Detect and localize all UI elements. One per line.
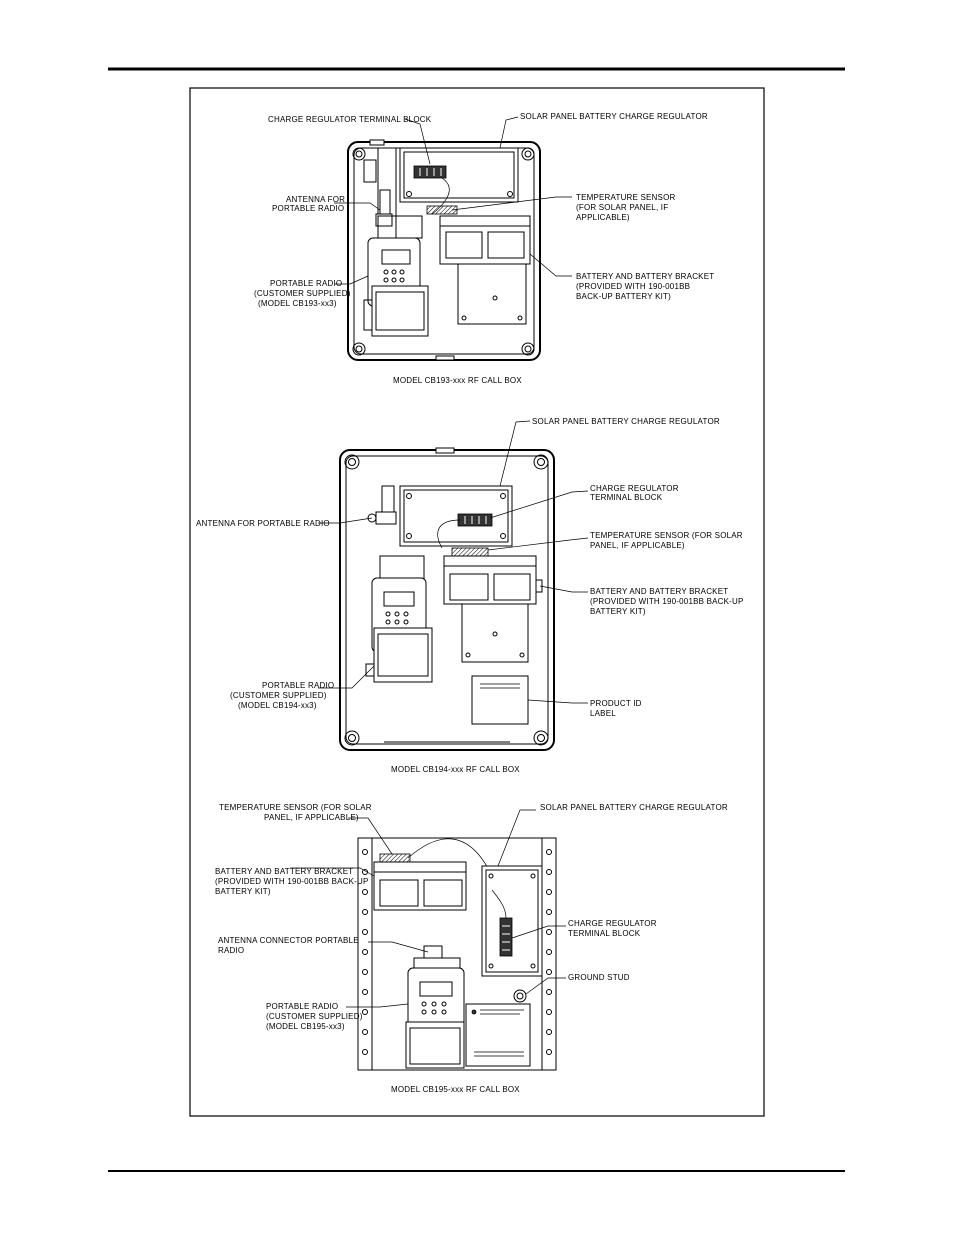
- figure-cb193: [254, 112, 714, 385]
- cb194-label-product-1: PRODUCT ID: [590, 699, 642, 708]
- cb195-label-battery-3: BATTERY KIT): [215, 887, 271, 896]
- cb195-label-ground: GROUND STUD: [568, 973, 630, 982]
- cb193-caption: MODEL CB193-xxx RF CALL BOX: [393, 376, 522, 385]
- cb195-label-radio-2: (CUSTOMER SUPPLIED): [266, 1012, 363, 1021]
- cb195-label-terminal-2: TERMINAL BLOCK: [568, 929, 641, 938]
- cb194-label-battery-1: BATTERY AND BATTERY BRACKET: [590, 587, 729, 596]
- cb194-label-battery-2: (PROVIDED WITH 190-001BB BACK-UP: [590, 597, 744, 606]
- cb194-label-battery-3: BATTERY KIT): [590, 607, 646, 616]
- cb194-label-regulator: SOLAR PANEL BATTERY CHARGE REGULATOR: [532, 417, 720, 426]
- cb194-label-temp-2: PANEL, IF APPLICABLE): [590, 541, 685, 550]
- cb193-label-battery-3: BACK-UP BATTERY KIT): [576, 292, 671, 301]
- cb195-label-battery-1: BATTERY AND BATTERY BRACKET: [215, 867, 354, 876]
- cb193-label-temp-1: TEMPERATURE SENSOR: [576, 193, 676, 202]
- cb193-label-radio-2: (CUSTOMER SUPPLIED): [254, 289, 351, 298]
- cb195-label-radio-1: PORTABLE RADIO: [266, 1002, 339, 1011]
- cb195-label-terminal-1: CHARGE REGULATOR: [568, 919, 657, 928]
- cb195-label-radio-3: (MODEL CB195-xx3): [266, 1022, 345, 1031]
- cb193-label-radio-1: PORTABLE RADIO: [270, 279, 343, 288]
- cb193-label-antenna-2: PORTABLE RADIO: [272, 204, 345, 213]
- cb194-label-terminal-2: TERMINAL BLOCK: [590, 493, 663, 502]
- cb193-label-regulator: SOLAR PANEL BATTERY CHARGE REGULATOR: [520, 112, 708, 121]
- cb195-caption: MODEL CB195-xxx RF CALL BOX: [391, 1085, 520, 1094]
- cb193-label-radio-3: (MODEL CB193-xx3): [258, 299, 337, 308]
- cb195-label-antenna-1: ANTENNA CONNECTOR PORTABLE: [218, 936, 359, 945]
- figure-cb195: [215, 803, 728, 1094]
- cb195-label-regulator: SOLAR PANEL BATTERY CHARGE REGULATOR: [540, 803, 728, 812]
- cb193-label-temp-3: APPLICABLE): [576, 213, 630, 222]
- cb193-label-antenna-1: ANTENNA FOR: [286, 195, 346, 204]
- cb194-label-product-2: LABEL: [590, 709, 616, 718]
- cb194-caption: MODEL CB194-xxx RF CALL BOX: [391, 765, 520, 774]
- cb193-label-temp-2: (FOR SOLAR PANEL, IF: [576, 203, 669, 212]
- cb193-label-battery-2: (PROVIDED WITH 190-001BB: [576, 282, 691, 291]
- cb194-label-terminal-1: CHARGE REGULATOR: [590, 484, 679, 493]
- cb194-label-radio-1: PORTABLE RADIO: [262, 681, 335, 690]
- cb195-label-antenna-2: RADIO: [218, 946, 245, 955]
- cb195-label-battery-2: (PROVIDED WITH 190-001BB BACK-UP: [215, 877, 369, 886]
- cb194-label-antenna: ANTENNA FOR PORTABLE RADIO: [196, 519, 330, 528]
- cb195-label-temp-1: TEMPERATURE SENSOR (FOR SOLAR: [219, 803, 372, 812]
- cb194-label-temp-1: TEMPERATURE SENSOR (FOR SOLAR: [590, 531, 743, 540]
- cb194-label-radio-3: (MODEL CB194-xx3): [238, 701, 317, 710]
- cb193-label-terminal-block: CHARGE REGULATOR TERMINAL BLOCK: [268, 115, 432, 124]
- cb194-label-radio-2: (CUSTOMER SUPPLIED): [230, 691, 327, 700]
- cb195-label-temp-2: PANEL, IF APPLICABLE): [264, 813, 359, 822]
- figure-cb194: [196, 417, 744, 774]
- cb193-label-battery-1: BATTERY AND BATTERY BRACKET: [576, 272, 715, 281]
